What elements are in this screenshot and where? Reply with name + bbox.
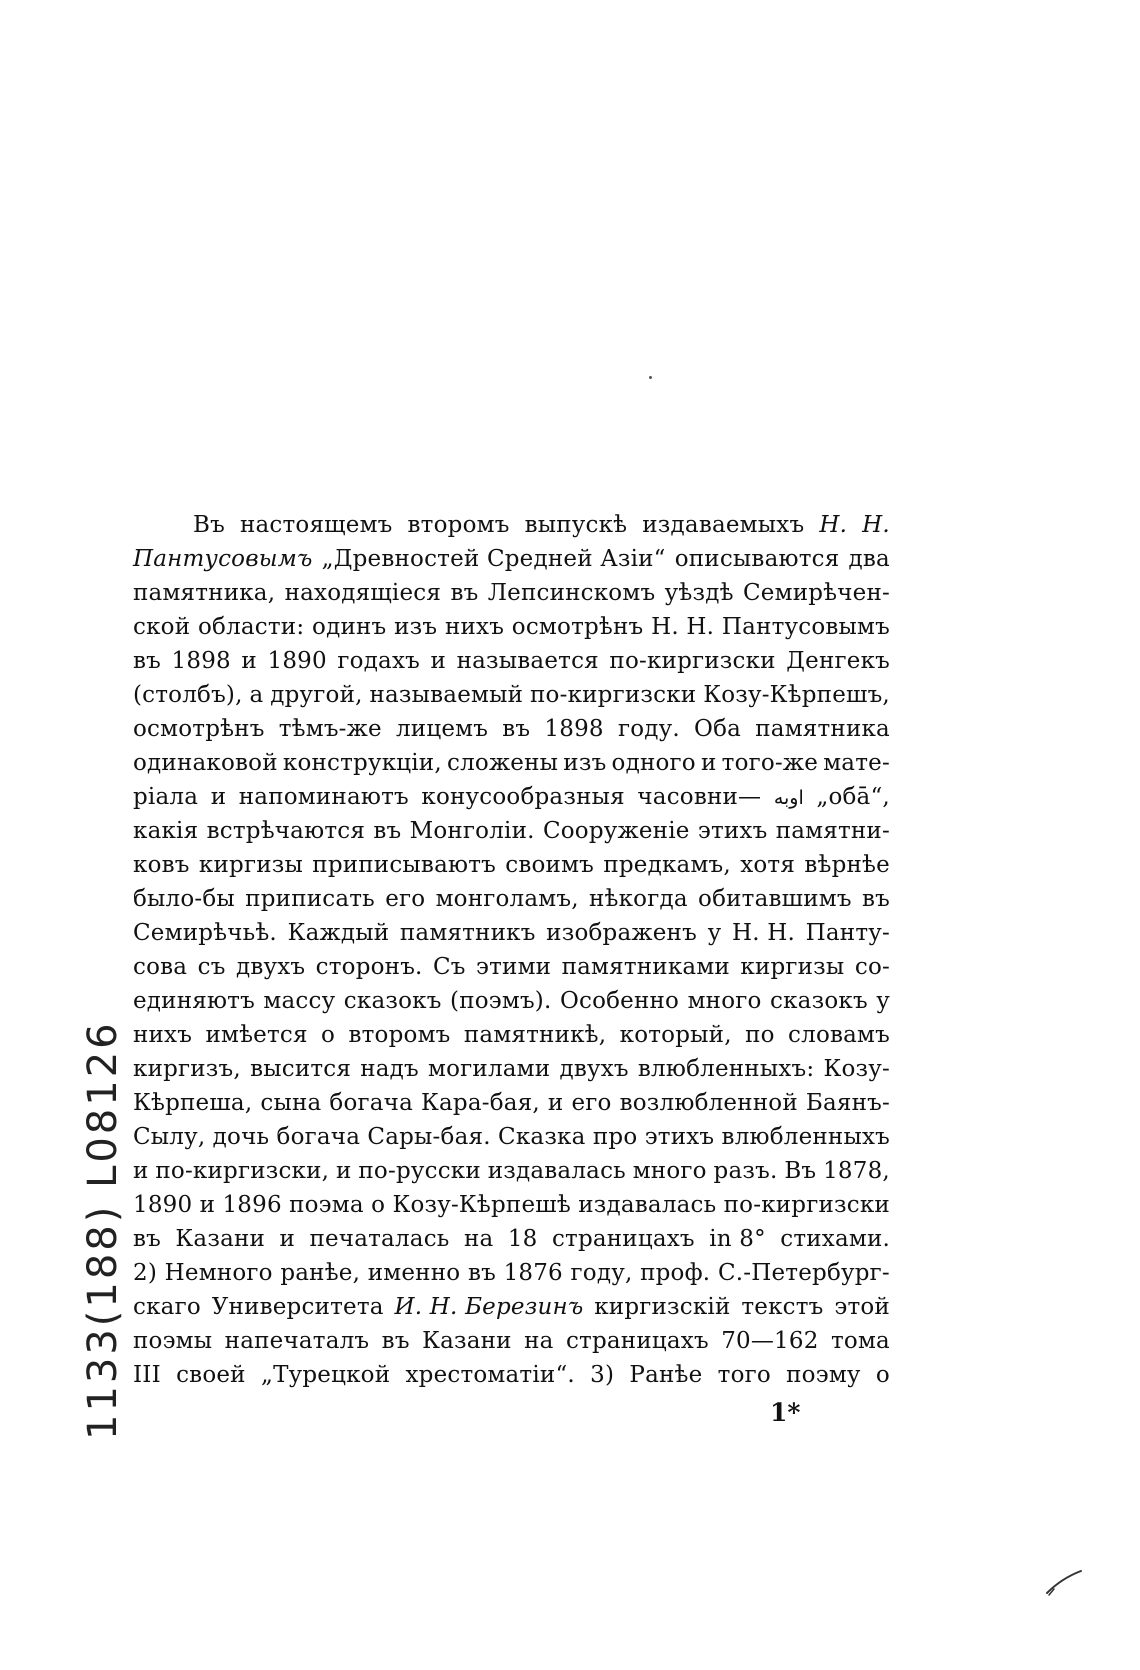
handwritten-catalog-number: 1133(188) L08126	[80, 1020, 126, 1440]
word: памятника,	[133, 580, 276, 606]
text-line	[133, 1222, 890, 1256]
word: Оба	[694, 716, 742, 742]
text-line	[133, 1154, 890, 1188]
word: ской	[133, 614, 191, 640]
text-line	[133, 508, 890, 542]
word: приписать	[245, 886, 375, 912]
word: сказокъ	[770, 988, 868, 1014]
word: году,	[570, 1260, 633, 1286]
text-line	[133, 950, 890, 984]
word: высится	[250, 1056, 352, 1082]
page-number: 1*	[770, 1398, 801, 1427]
word: 1890	[267, 648, 327, 674]
word: предкамъ,	[603, 852, 731, 878]
word: именно	[367, 1260, 461, 1286]
word: уѣздѣ	[664, 580, 734, 606]
word: одинъ	[312, 614, 387, 640]
word: in 8°	[709, 1226, 766, 1252]
word: приписываютъ	[312, 852, 496, 878]
word: и	[210, 784, 227, 810]
text-line	[133, 610, 890, 644]
word: стихами.	[780, 1226, 890, 1252]
text-line	[133, 984, 890, 1018]
word: разъ.	[713, 1158, 778, 1184]
word: изображенъ	[546, 920, 697, 946]
word: двухъ	[559, 1056, 629, 1082]
word: богача	[329, 1090, 413, 1116]
word: о	[321, 1022, 336, 1048]
word: двухъ	[235, 954, 306, 980]
word: и	[241, 648, 257, 674]
word: ранѣе,	[280, 1260, 361, 1286]
word: Панту-	[805, 920, 890, 946]
word: Монголіи.	[409, 818, 535, 844]
word: Казани	[175, 1226, 266, 1252]
word: киргизы	[740, 954, 845, 980]
word: обитавшимъ	[698, 886, 852, 912]
word: Н. Н.	[731, 920, 795, 946]
word: Сооруженіе	[542, 818, 690, 844]
word: киргизъ,	[133, 1056, 241, 1082]
word: (столбъ),	[133, 682, 243, 708]
word: нѣкогда	[588, 886, 688, 912]
word: возлюбленной	[619, 1090, 798, 1116]
word: и	[199, 1192, 216, 1218]
word: по-киргизски	[723, 1192, 890, 1218]
word: сказокъ	[343, 988, 442, 1014]
word: 1890	[133, 1192, 193, 1218]
word: издаваемыхъ	[642, 512, 805, 538]
word: и	[133, 1158, 149, 1184]
word: поэму	[786, 1362, 861, 1388]
word: 1896	[222, 1192, 282, 1218]
word: напоминаютъ	[238, 784, 409, 810]
text-line	[133, 780, 890, 814]
text-line	[133, 1290, 890, 1324]
word: дочь	[212, 1124, 270, 1150]
word: памятникъ	[399, 920, 536, 946]
word: въ	[450, 580, 479, 606]
word: году.	[617, 716, 680, 742]
word: Каждый	[287, 920, 390, 946]
text-line	[133, 644, 890, 678]
word: его	[571, 1090, 612, 1116]
word: встрѣчаются	[206, 818, 366, 844]
word: и	[279, 1226, 296, 1252]
word: вѣрнѣе	[804, 852, 890, 878]
pencil-mark-icon	[1045, 1567, 1085, 1597]
word: о	[875, 1362, 890, 1388]
word: того-же	[721, 750, 819, 776]
word: скаго	[133, 1294, 201, 1320]
word: съ	[197, 954, 226, 980]
word: Ранѣе	[629, 1362, 703, 1388]
word: описываются	[674, 546, 840, 572]
text-line	[133, 814, 890, 848]
word: С.-Петербург-	[717, 1260, 890, 1286]
word: много	[632, 1158, 707, 1184]
word: памятни-	[775, 818, 890, 844]
word: словамъ	[788, 1022, 890, 1048]
word: массу	[263, 988, 336, 1014]
word: называемый	[369, 682, 524, 708]
body-paragraph	[133, 508, 890, 1392]
word: богача	[276, 1124, 361, 1150]
word: Въ	[784, 1158, 817, 1184]
word: памятника	[755, 716, 890, 742]
text-line	[133, 542, 890, 576]
text-line	[133, 1052, 890, 1086]
word: памятниками	[561, 954, 730, 980]
word: Баянъ-	[805, 1090, 890, 1116]
word: второмъ	[407, 512, 510, 538]
word: Козу-Кѣрпешъ,	[703, 682, 890, 708]
word: единяютъ	[133, 988, 255, 1014]
word: и	[430, 648, 447, 674]
word: Семирѣчьѣ.	[133, 920, 277, 946]
word: 18	[507, 1226, 538, 1252]
word: по-киргизски	[609, 648, 776, 674]
word: области:	[197, 614, 305, 640]
word: про	[592, 1124, 638, 1150]
text-line	[133, 1188, 890, 1222]
word: и	[700, 750, 717, 776]
word: на	[524, 1328, 554, 1354]
word: 1898	[171, 648, 231, 674]
text-line	[133, 1086, 890, 1120]
word: въ	[467, 1260, 496, 1286]
text-line	[133, 712, 890, 746]
text-line	[133, 916, 890, 950]
word: два	[848, 546, 890, 572]
word: Н.	[819, 512, 848, 538]
word: влюбленныхъ:	[637, 1056, 815, 1082]
word: и	[336, 1158, 352, 1184]
word: одинаковой	[133, 750, 278, 776]
word: памятникѣ,	[463, 1022, 607, 1048]
word: Козу-Кѣрпешѣ	[392, 1192, 571, 1218]
word: изъ	[394, 614, 438, 640]
word: по-русски	[358, 1158, 481, 1184]
word: Немного	[164, 1260, 273, 1286]
word: другой,	[270, 682, 363, 708]
word: Съ	[432, 954, 466, 980]
word: въ	[861, 886, 890, 912]
word: хотя	[740, 852, 796, 878]
word: этой	[834, 1294, 890, 1320]
word: одного	[611, 750, 696, 776]
word: 2)	[133, 1260, 158, 1286]
text-line	[133, 1120, 890, 1154]
word: хрестоматіи“.	[405, 1362, 575, 1388]
word: Сары-бая.	[367, 1124, 491, 1150]
text-line	[133, 678, 890, 712]
word: И. Н. Березинъ	[394, 1294, 584, 1320]
text-line	[133, 1018, 890, 1052]
word: его	[385, 886, 426, 912]
word: (поэмъ).	[450, 988, 552, 1014]
word: по	[745, 1022, 775, 1048]
word: было-бы	[133, 886, 235, 912]
word: конусообразныя	[421, 784, 625, 810]
word: Семирѣчен-	[743, 580, 890, 606]
text-line	[133, 1256, 890, 1290]
word: печаталась	[309, 1226, 450, 1252]
word: нихъ	[133, 1022, 193, 1048]
word: напечаталъ	[224, 1328, 370, 1354]
word: могилами	[428, 1056, 551, 1082]
word: поэмы	[133, 1328, 213, 1354]
word: который,	[619, 1022, 732, 1048]
word: сторонъ.	[315, 954, 423, 980]
word: ковъ	[133, 852, 190, 878]
text-line	[133, 576, 890, 610]
word: этими	[476, 954, 552, 980]
word: и	[547, 1090, 564, 1116]
word: на	[463, 1226, 494, 1252]
word: въ	[502, 716, 531, 742]
word: этихъ	[697, 818, 768, 844]
text-line	[133, 1324, 890, 1358]
word: „Древностей Средней Азіи“	[321, 546, 666, 572]
word: выпускѣ	[524, 512, 628, 538]
word: у	[707, 920, 722, 946]
word: этихъ	[644, 1124, 715, 1150]
word: со-	[854, 954, 890, 980]
word: своей	[176, 1362, 246, 1388]
word: въ	[133, 648, 161, 674]
word: сына	[260, 1090, 322, 1116]
word: по-киргизски,	[155, 1158, 330, 1184]
word: находящіеся	[284, 580, 442, 606]
word: имѣется	[205, 1022, 308, 1048]
word: тома	[830, 1328, 890, 1354]
word: влюбленныхъ	[721, 1124, 890, 1150]
word: Сказка	[498, 1124, 586, 1150]
word: мате-	[823, 750, 890, 776]
word: 1876	[503, 1260, 563, 1286]
word: страницахъ	[551, 1226, 695, 1252]
word: ріала	[133, 784, 199, 810]
word: осмотрѣнъ	[133, 716, 265, 742]
word: часовни—	[637, 784, 762, 810]
word: киргизскій	[594, 1294, 731, 1320]
word: сова	[133, 954, 188, 980]
word: Сылу,	[133, 1124, 206, 1150]
word: надъ	[360, 1056, 419, 1082]
word: издавалась	[487, 1158, 626, 1184]
word: своимъ	[505, 852, 595, 878]
word: Козу-	[823, 1056, 890, 1082]
word: какія	[133, 818, 199, 844]
word: 1898	[544, 716, 604, 742]
arabic-word: اوبه	[773, 787, 804, 809]
word: лицемъ	[395, 716, 489, 742]
ink-speck	[649, 376, 652, 379]
word: Денгекъ	[786, 648, 890, 674]
word: настоящемъ	[239, 512, 393, 538]
text-line	[133, 882, 890, 916]
word: текстъ	[741, 1294, 824, 1320]
word: много	[687, 988, 762, 1014]
word: тѣмъ-же	[278, 716, 382, 742]
word: Кара-бая,	[421, 1090, 540, 1116]
word: того	[717, 1362, 771, 1388]
word: Особенно	[559, 988, 680, 1014]
word: Кѣрпеша,	[133, 1090, 253, 1116]
word: годахъ	[337, 648, 420, 674]
word: „обā“,	[816, 784, 890, 810]
word: изъ	[563, 750, 607, 776]
word: издавалась	[578, 1192, 717, 1218]
word: въ	[381, 1328, 410, 1354]
word: 70—162	[721, 1328, 819, 1354]
word: 3)	[590, 1362, 615, 1388]
text-line	[133, 1358, 890, 1392]
word: „Турецкой	[260, 1362, 391, 1388]
word: конструкціи,	[282, 750, 442, 776]
word: киргизы	[198, 852, 303, 878]
word: Пантусовымъ	[721, 614, 890, 640]
word: Въ	[193, 512, 225, 538]
word: Н.	[862, 512, 890, 538]
word: монголамъ,	[435, 886, 579, 912]
word: проф.	[640, 1260, 711, 1286]
text-line	[133, 746, 890, 780]
word: 1878,	[823, 1158, 890, 1184]
word: Пантусовымъ	[133, 546, 313, 572]
text-line	[133, 848, 890, 882]
word: по-киргизски	[530, 682, 697, 708]
word: сложены	[447, 750, 559, 776]
word: у	[876, 988, 890, 1014]
word: а	[249, 682, 264, 708]
word: осмотрѣнъ	[511, 614, 644, 640]
word: въ	[373, 818, 402, 844]
word: Университета	[211, 1294, 384, 1320]
word: III	[133, 1362, 161, 1388]
word: называется	[456, 648, 599, 674]
word: въ	[133, 1226, 161, 1252]
word: страницахъ	[565, 1328, 709, 1354]
word: Н. Н.	[651, 614, 715, 640]
word: второмъ	[348, 1022, 451, 1048]
word: нихъ	[444, 614, 505, 640]
word: поэма	[289, 1192, 364, 1218]
word: Казани	[422, 1328, 512, 1354]
word: о	[371, 1192, 386, 1218]
word: Лепсинскомъ	[487, 580, 656, 606]
